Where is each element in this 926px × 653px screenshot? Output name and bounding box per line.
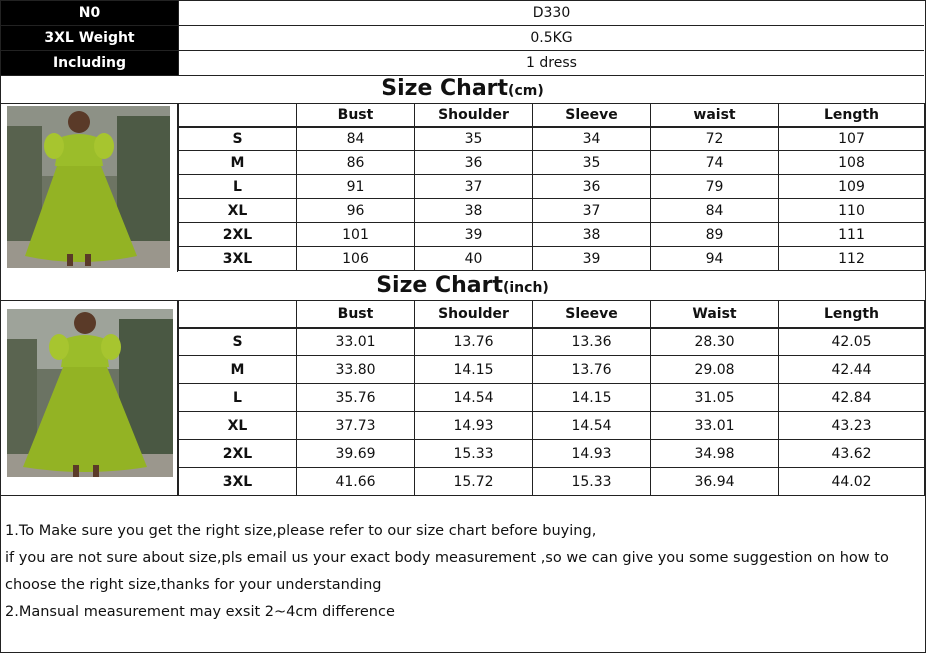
table-row <box>179 468 925 496</box>
size-notes <box>5 518 915 626</box>
dress-photo <box>7 309 173 477</box>
info-row <box>1 51 924 76</box>
table-cell: 13.36 <box>533 328 651 356</box>
table-cell: 91 <box>297 175 415 199</box>
table-cell: 111 <box>779 223 925 247</box>
table-cell: 39 <box>415 223 533 247</box>
table-cell: 72 <box>651 127 779 151</box>
table-cell: 96 <box>297 199 415 223</box>
inch-chart-title <box>1 272 924 301</box>
table-cell: 35.76 <box>297 384 415 412</box>
column-header: Bust <box>297 301 415 328</box>
dress-photo-cell-cm <box>1 104 178 272</box>
cm-chart-title <box>1 75 924 104</box>
table-cell: 74 <box>651 151 779 175</box>
note-line: 1.To Make sure you get the right size,please refer to our size chart before buying, <box>5 523 597 539</box>
note-line: if you are not sure about size,pls email us your exact body measurement ,so we can give you some suggestion on how to <box>5 550 889 566</box>
table-cell: 40 <box>415 247 533 271</box>
info-value: D330 <box>532 5 571 21</box>
table-cell: 33.01 <box>651 412 779 440</box>
note-line: choose the right size,thanks for your understanding <box>5 577 382 593</box>
cm-chart-title-text: Size Chart <box>381 76 509 101</box>
table-cell: 14.15 <box>533 384 651 412</box>
info-label: N0 <box>1 1 179 25</box>
size-label: S <box>179 127 297 151</box>
table-cell: 28.30 <box>651 328 779 356</box>
table-cell: 14.54 <box>415 384 533 412</box>
table-row <box>179 175 925 199</box>
table-cell: 14.93 <box>415 412 533 440</box>
size-label: M <box>179 356 297 384</box>
table-header-row <box>179 104 925 127</box>
table-row <box>179 328 925 356</box>
table-cell: 35 <box>533 151 651 175</box>
table-cell: 39.69 <box>297 440 415 468</box>
table-row <box>179 151 925 175</box>
table-cell: 94 <box>651 247 779 271</box>
table-cell: 38 <box>533 223 651 247</box>
size-label: XL <box>179 412 297 440</box>
table-cell: 110 <box>779 199 925 223</box>
table-row <box>179 247 925 271</box>
column-header: Length <box>779 104 925 127</box>
table-cell: 36 <box>533 175 651 199</box>
info-value: 0.5KG <box>530 30 573 46</box>
table-cell: 38 <box>415 199 533 223</box>
table-row <box>179 223 925 247</box>
table-cell: 37 <box>415 175 533 199</box>
info-row <box>1 1 924 26</box>
table-cell: 15.33 <box>415 440 533 468</box>
note-line: 2.Mansual measurement may exsit 2~4cm difference <box>5 604 395 620</box>
column-header: Waist <box>651 301 779 328</box>
table-header-row <box>179 301 925 328</box>
size-label: XL <box>179 199 297 223</box>
cm-size-table <box>178 103 925 271</box>
table-cell: 43.62 <box>779 440 925 468</box>
table-cell: 33.01 <box>297 328 415 356</box>
size-column-header <box>179 104 297 127</box>
table-cell: 112 <box>779 247 925 271</box>
column-header: Sleeve <box>533 104 651 127</box>
table-cell: 44.02 <box>779 468 925 496</box>
divider <box>1 495 924 496</box>
inch-chart-title-text: Size Chart <box>376 273 503 298</box>
table-cell: 33.80 <box>297 356 415 384</box>
size-label: 3XL <box>179 247 297 271</box>
column-header: Shoulder <box>415 301 533 328</box>
column-header: Length <box>779 301 925 328</box>
table-cell: 79 <box>651 175 779 199</box>
table-cell: 15.33 <box>533 468 651 496</box>
table-cell: 14.93 <box>533 440 651 468</box>
table-cell: 39 <box>533 247 651 271</box>
size-label: 2XL <box>179 223 297 247</box>
dress-photo <box>7 106 170 268</box>
table-row <box>179 412 925 440</box>
size-label: 3XL <box>179 468 297 496</box>
cm-chart-unit: (cm) <box>508 83 544 99</box>
dress-photo-cell-inch <box>1 301 178 495</box>
info-label: 3XL Weight <box>1 26 179 50</box>
table-cell: 109 <box>779 175 925 199</box>
table-cell: 14.15 <box>415 356 533 384</box>
table-cell: 15.72 <box>415 468 533 496</box>
info-label: Including <box>1 51 179 75</box>
size-label: S <box>179 328 297 356</box>
table-cell: 42.05 <box>779 328 925 356</box>
table-row <box>179 127 925 151</box>
info-row <box>1 26 924 51</box>
table-cell: 43.23 <box>779 412 925 440</box>
column-header: Shoulder <box>415 104 533 127</box>
inch-chart-unit: (inch) <box>502 280 549 296</box>
product-info-table <box>1 1 924 76</box>
size-label: L <box>179 384 297 412</box>
table-cell: 84 <box>297 127 415 151</box>
inch-size-table <box>178 300 925 496</box>
column-header: Sleeve <box>533 301 651 328</box>
column-header: waist <box>651 104 779 127</box>
table-cell: 42.84 <box>779 384 925 412</box>
column-header: Bust <box>297 104 415 127</box>
table-row <box>179 440 925 468</box>
table-cell: 13.76 <box>415 328 533 356</box>
info-value: 1 dress <box>526 55 577 71</box>
table-row <box>179 356 925 384</box>
table-cell: 86 <box>297 151 415 175</box>
table-cell: 34.98 <box>651 440 779 468</box>
table-cell: 35 <box>415 127 533 151</box>
size-label: 2XL <box>179 440 297 468</box>
table-cell: 108 <box>779 151 925 175</box>
table-cell: 34 <box>533 127 651 151</box>
table-cell: 13.76 <box>533 356 651 384</box>
table-cell: 36.94 <box>651 468 779 496</box>
table-cell: 107 <box>779 127 925 151</box>
table-cell: 84 <box>651 199 779 223</box>
table-cell: 37 <box>533 199 651 223</box>
table-cell: 37.73 <box>297 412 415 440</box>
size-label: M <box>179 151 297 175</box>
table-cell: 42.44 <box>779 356 925 384</box>
table-cell: 41.66 <box>297 468 415 496</box>
size-label: L <box>179 175 297 199</box>
table-cell: 89 <box>651 223 779 247</box>
table-row <box>179 199 925 223</box>
table-row <box>179 384 925 412</box>
table-cell: 14.54 <box>533 412 651 440</box>
table-cell: 29.08 <box>651 356 779 384</box>
table-cell: 36 <box>415 151 533 175</box>
table-cell: 31.05 <box>651 384 779 412</box>
size-column-header <box>179 301 297 328</box>
table-cell: 106 <box>297 247 415 271</box>
table-cell: 101 <box>297 223 415 247</box>
